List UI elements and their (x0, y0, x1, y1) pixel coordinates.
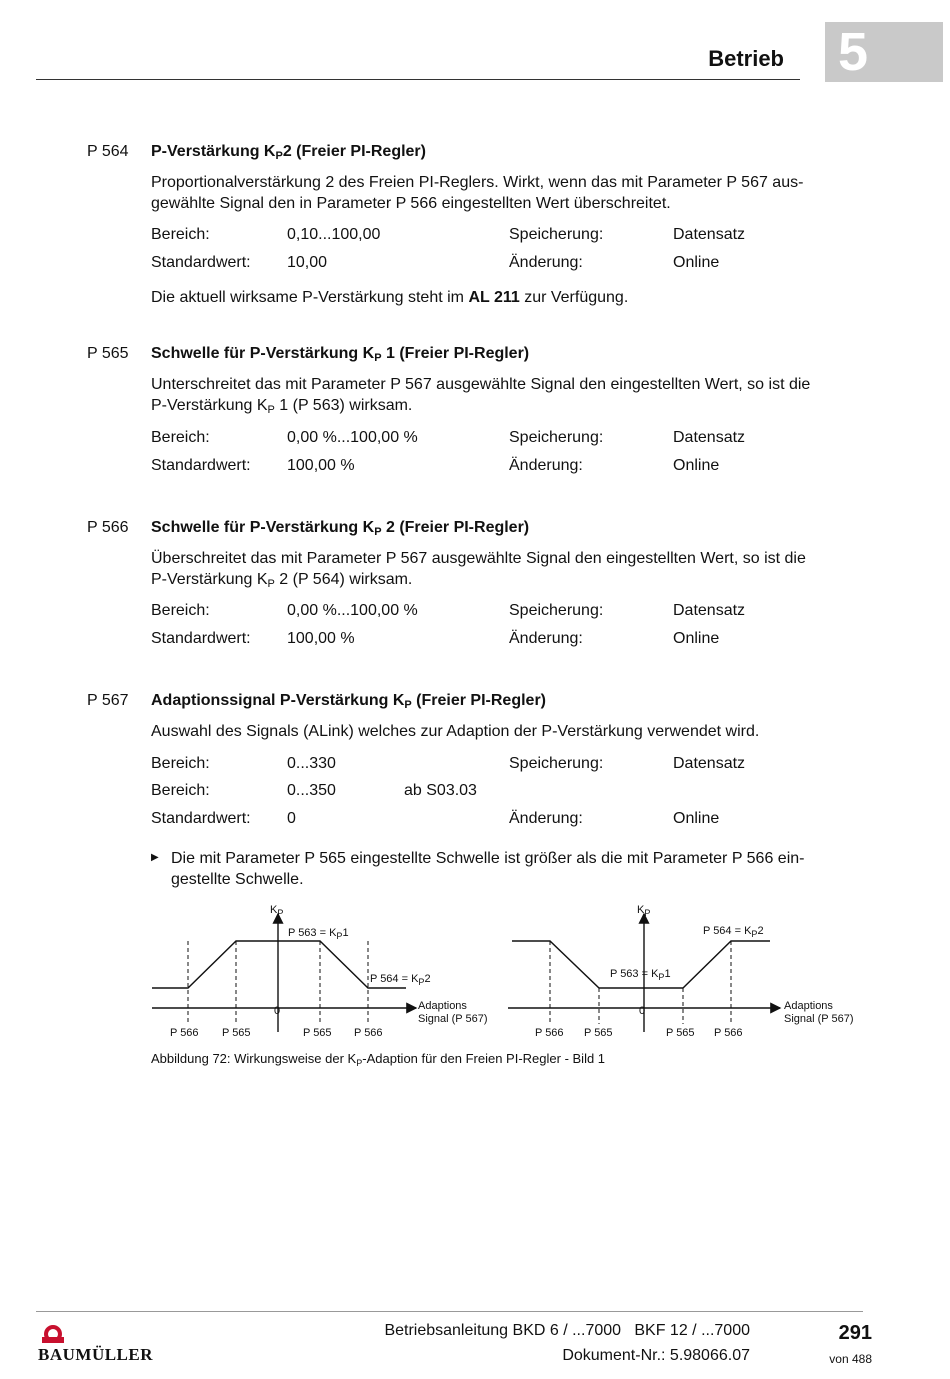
right-tick-p565-b: P 565 (666, 1027, 695, 1039)
param-number-p566: P 566 (87, 519, 129, 536)
left-axis-label-2: Signal (P 567) (418, 1013, 488, 1025)
right-tick-p565-a: P 565 (584, 1027, 613, 1039)
left-axis-label: Adaptions (418, 1000, 467, 1012)
param-description-p567: Auswahl des Signals (ALink) welches zur Adaption der P-Verstärkung verwendet wird. (151, 723, 760, 740)
param-default-row-p567: Standardwert: 0 Änderung: Online (151, 810, 720, 827)
right-tick-p566-a: P 566 (535, 1027, 564, 1039)
chapter-number: 5 (838, 22, 869, 82)
right-p563-label: P $563 = K_P1$ (610, 968, 671, 982)
param-range-row-p566: Bereich: 0,00 %...100,00 % Speicherung: Datensatz (151, 602, 746, 619)
param-number-p565: P 565 (87, 345, 129, 362)
param-description-p565: Unterschreitet das mit Parameter P 567 ausgewählte Signal den eingestellten Wert, so ist die P-Verstärkung $K_P$ 1 (P 563) wirksam. (151, 376, 811, 416)
param-number-p567: P 567 (87, 692, 129, 709)
param-title-p567: Adaptionssignal P-Verstärkung $K_P$ (Freier PI-Regler) (151, 692, 546, 711)
param-title-p564: P-Verstärkung $K_P2$ (Freier PI-Regler) (151, 143, 426, 162)
footer-manual-title: Betriebsanleitung BKD 6 / ...7000 BKF 12 / ...7000 (384, 1322, 750, 1339)
page-header-title: Betrieb (708, 46, 784, 71)
footer-divider (36, 1311, 863, 1312)
param-default-row-p566: Standardwert: 100,00 % Änderung: Online (151, 630, 720, 647)
kp-adaption-diagram (148, 896, 868, 1046)
left-tick-p565-b: P 565 (303, 1027, 332, 1039)
param-default-row-p564: Standardwert: 10,00 Änderung: Online (151, 254, 720, 271)
left-p564-label: P $564 = K_P2$ (370, 973, 431, 987)
param-description-p566: Überschreitet das mit Parameter P 567 ausgewählte Signal den eingestellten Wert, so ist die P-Verstärkung $K_P$ 2 (P 564) wirksam. (151, 550, 806, 590)
figure-caption: Abbildung 72: Wirkungsweise der $K_P$-Adaption für den Freien PI-Regler - Bild 1 (151, 1051, 606, 1068)
right-p564-label: P $564 = K_P2$ (703, 925, 764, 939)
page-total: von 488 (829, 1352, 872, 1366)
right-axis-label: Adaptions (784, 1000, 833, 1012)
left-zero-label: 0 (274, 1005, 281, 1017)
bullet-arrow-icon: ▶ (151, 852, 159, 863)
footer-document-number: Dokument-Nr.: 5.98066.07 (562, 1347, 750, 1364)
left-tick-p566-a: P 566 (170, 1027, 199, 1039)
param-number-p564: P 564 (87, 143, 129, 160)
left-tick-p566-b: P 566 (354, 1027, 383, 1039)
baumueller-logo-icon (38, 1325, 68, 1345)
left-p563-label: P $563 = K_P1$ (288, 927, 349, 941)
bullet-note-p567: Die mit Parameter P 565 eingestellte Schwelle ist größer als die mit Parameter P 566 ein- gestellte Schwelle. (171, 850, 805, 888)
right-diagram (508, 904, 854, 1039)
page-number: 291 (838, 1322, 872, 1344)
param-range2-row-p567: Bereich: 0...350 ab S03.03 (151, 782, 477, 799)
right-zero-label: 0 (639, 1005, 646, 1017)
param-range-row-p567: Bereich: 0...330 Speicherung: Datensatz (151, 755, 746, 772)
param-title-p565: Schwelle für P-Verstärkung $K_P$ 1 (Freier PI-Regler) (151, 345, 530, 364)
right-kp-label: $K_P$ (637, 904, 651, 918)
param-range-row-p565: Bereich: 0,00 %...100,00 % Speicherung: Datensatz (151, 429, 746, 446)
param-note-p564: Die aktuell wirksame P-Verstärkung steht im AL 211 zur Verfügung. (151, 289, 629, 306)
left-kp-label: $K_P$ (270, 904, 284, 918)
left-diagram (152, 904, 488, 1039)
left-tick-p565-a: P 565 (222, 1027, 251, 1039)
header-divider (36, 79, 800, 80)
company-logo-text: BAUMÜLLER (38, 1345, 154, 1364)
param-title-p566: Schwelle für P-Verstärkung $K_P$ 2 (Freier PI-Regler) (151, 519, 530, 538)
param-range-row-p564: Bereich: 0,10...100,00 Speicherung: Datensatz (151, 226, 746, 243)
right-tick-p566-b: P 566 (714, 1027, 743, 1039)
param-default-row-p565: Standardwert: 100,00 % Änderung: Online (151, 457, 720, 474)
right-axis-label-2: Signal (P 567) (784, 1013, 854, 1025)
param-description-p564: Proportionalverstärkung 2 des Freien PI-Reglers. Wirkt, wenn das mit Parameter P 567 aus- gewählte Signal den in Parameter P 566 eingestellten Wert überschreitet. (151, 174, 804, 212)
